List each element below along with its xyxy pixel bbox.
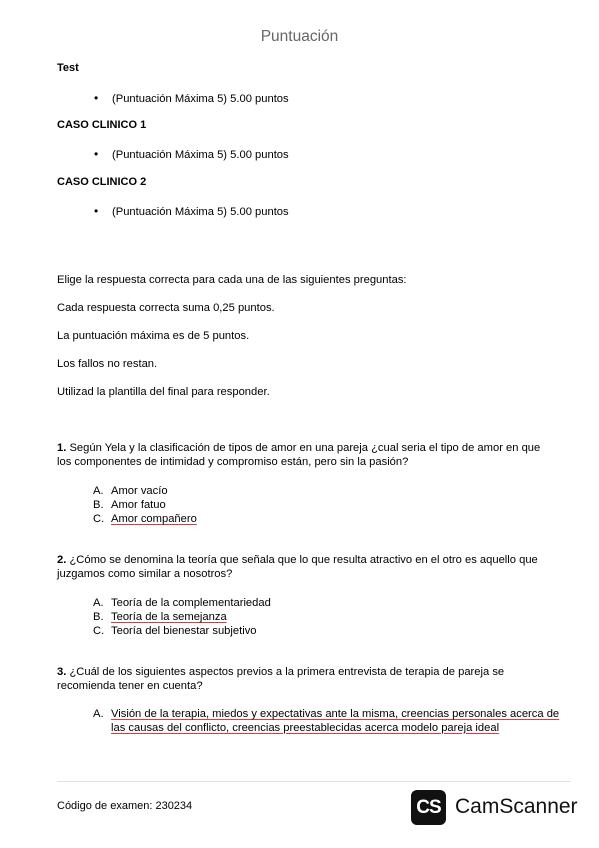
option-letter: A. bbox=[93, 708, 104, 720]
question-2-option-a bbox=[93, 596, 271, 610]
instruction-line: Elige la respuesta correcta para cada una de las siguientes preguntas: bbox=[57, 274, 407, 286]
option-letter: B. bbox=[93, 499, 104, 511]
question-number: 2. bbox=[57, 554, 67, 566]
camscanner-logo-icon: CS bbox=[411, 790, 446, 825]
page-title: Puntuación bbox=[260, 28, 339, 45]
footer-divider bbox=[57, 781, 571, 782]
section-item-text: (Puntuación Máxima 5) 5.00 puntos bbox=[112, 149, 289, 161]
instruction-line: La puntuación máxima es de 5 puntos. bbox=[57, 330, 250, 342]
option-letter: C. bbox=[93, 513, 105, 525]
option-letter: B. bbox=[93, 611, 104, 623]
section-item-text: (Puntuación Máxima 5) 5.00 puntos bbox=[112, 206, 289, 218]
section-heading-test: Test bbox=[57, 62, 79, 74]
question-1-option-a bbox=[93, 484, 168, 498]
exam-code: Código de examen: 230234 bbox=[57, 800, 193, 812]
option-text: Teoría del bienestar subjetivo bbox=[111, 625, 257, 637]
question-1-option-b bbox=[93, 498, 166, 512]
question-text: Según Yela y la clasificación de tipos de amor en una pareja ¿cual seria el tipo de amor en que los componentes de intimidad y compromiso están, pero sin la pasión? bbox=[57, 442, 541, 468]
option-text: Amor vacío bbox=[111, 485, 168, 497]
option-text: Amor fatuo bbox=[111, 499, 166, 511]
question-number: 3. bbox=[57, 666, 67, 678]
section-item-test bbox=[94, 91, 289, 105]
question-3 bbox=[57, 665, 557, 693]
instruction-line: Cada respuesta correcta suma 0,25 puntos. bbox=[57, 302, 275, 314]
instruction-line: Los fallos no restan. bbox=[57, 358, 158, 370]
question-1-option-c bbox=[93, 512, 197, 526]
question-3-option-a bbox=[93, 708, 563, 735]
question-1 bbox=[57, 441, 557, 469]
camscanner-brand: CamScanner bbox=[455, 795, 578, 818]
section-item-caso-2 bbox=[94, 204, 289, 218]
instruction-line: Utilizad la plantilla del final para responder. bbox=[57, 386, 270, 398]
bullet-icon: • bbox=[94, 91, 99, 105]
option-text: Amor compañero bbox=[111, 513, 197, 525]
option-text: Visión de la terapia, miedos y expectativas ante la misma, creencias personales acerca de las causas del conflicto, creencias preestablecidas acerca modelo pareja ideal bbox=[111, 708, 560, 734]
option-text: Teoría de la semejanza bbox=[111, 611, 227, 623]
bullet-icon: • bbox=[94, 147, 99, 161]
question-text: ¿Cómo se denomina la teoría que señala que lo que resulta atractivo en el otro es aquello que juzgamos como similar a nosotros? bbox=[57, 554, 538, 580]
question-2-option-b bbox=[93, 610, 227, 624]
option-letter: A. bbox=[93, 485, 104, 497]
section-item-text: (Puntuación Máxima 5) 5.00 puntos bbox=[112, 93, 289, 105]
section-item-caso-1 bbox=[94, 147, 289, 161]
option-text: Teoría de la complementariedad bbox=[111, 597, 271, 609]
question-number: 1. bbox=[57, 442, 67, 454]
section-heading-caso-1: CASO CLINICO 1 bbox=[57, 119, 147, 131]
question-2 bbox=[57, 553, 557, 581]
question-2-option-c bbox=[93, 624, 257, 638]
question-text: ¿Cuál de los siguientes aspectos previos a la primera entrevista de terapia de pareja se recomienda tener en cuenta? bbox=[57, 666, 505, 692]
option-letter: C. bbox=[93, 625, 105, 637]
section-heading-caso-2: CASO CLINICO 2 bbox=[57, 176, 147, 188]
bullet-icon: • bbox=[94, 204, 99, 218]
option-letter: A. bbox=[93, 597, 104, 609]
